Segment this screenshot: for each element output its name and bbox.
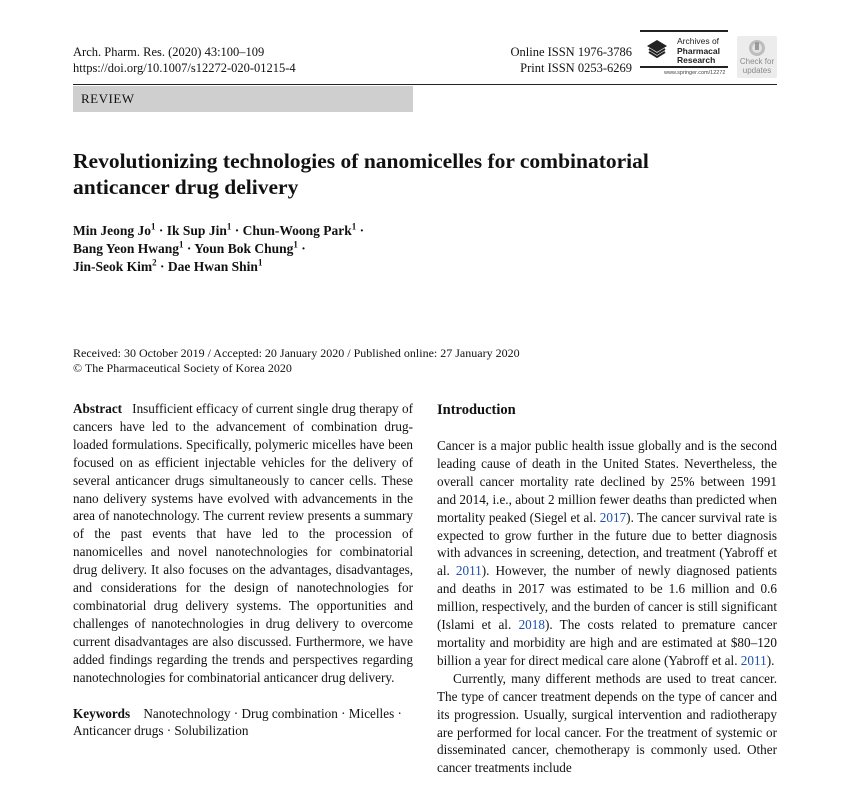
author-affiliation: 1	[351, 221, 357, 232]
keywords-label: Keywords	[73, 705, 131, 721]
intro-paragraph-2: Currently, many different methods are used to treat cancer. The type of cancer treatment depends on the type of cancer and its progression. Usually, surgical intervention and radiotherapy are performed for local cancer. For the treatment of systemic or disseminated cancer, chemotherapy is commonly used. Other cancer treatments include	[437, 670, 777, 776]
logo-rule-top	[640, 30, 728, 32]
author-name[interactable]: Bang Yeon Hwang	[73, 241, 180, 256]
doi-link[interactable]: https://doi.org/10.1007/s12272-020-01215-4	[73, 61, 296, 75]
check-updates-label: Check for updates	[739, 57, 775, 75]
check-for-updates-badge[interactable]	[737, 36, 777, 78]
author-name[interactable]: Min Jeong Jo	[73, 223, 152, 238]
author-name[interactable]: Jin-Seok Kim	[73, 259, 153, 274]
journal-logo-icon	[646, 39, 668, 59]
author-affiliation: 1	[179, 239, 184, 250]
introduction-column	[437, 400, 777, 777]
author-affiliation: 1	[257, 257, 263, 268]
citation-link[interactable]: 2017	[599, 509, 627, 525]
citation-link[interactable]: 2011	[740, 652, 767, 668]
author-list: Min Jeong $Jo^1 \cdot Ik$ Sup Jin$^1$ · Chun-Woong Park$^1$ · Bang Yeon Hwang$^1$ · Youn Bok Chung$^1$ · Jin-Seok Kim$^2$ · Dae Hwan Shin$^1$	[73, 221, 365, 274]
check-updates-icon	[748, 39, 766, 57]
author-name[interactable]: Chun-Woong Park	[242, 223, 352, 238]
dates-line: Received: 30 October 2019 / Accepted: 20 January 2020 / Published online: 27 January 2020	[73, 346, 520, 360]
abstract-label: Abstract	[73, 401, 123, 416]
copyright-line: © The Pharmaceutical Society of Korea 2020	[73, 361, 292, 375]
author-affiliation: 1	[151, 221, 156, 232]
author-name[interactable]: Ik Sup Jin	[166, 223, 227, 238]
journal-citation	[73, 44, 296, 76]
abstract	[73, 400, 413, 687]
header-divider	[73, 84, 777, 85]
print-issn: Print ISSN 0253-6269	[520, 61, 632, 75]
author-affiliation: 1	[226, 221, 232, 232]
logo-rule-bottom	[640, 66, 728, 68]
logo-text: Archives of Pharmacal Research	[677, 36, 720, 65]
author-affiliation: 2	[152, 257, 157, 268]
author-name[interactable]: Youn Bok Chung	[194, 241, 294, 256]
online-issn: Online ISSN 1976-3786	[510, 45, 632, 59]
abstract-column	[73, 400, 413, 740]
logo-url: www.springer.com/12272	[664, 70, 726, 76]
journal-line: Arch. Pharm. Res. (2020) 43:100–109	[73, 45, 265, 59]
publication-dates	[73, 346, 673, 376]
author-name[interactable]: Dae Hwan Shin	[167, 259, 258, 274]
citation-link[interactable]: 2011	[455, 563, 482, 579]
journal-logo[interactable]	[640, 30, 728, 78]
abstract-text: Insufficient efficacy of current single drug therapy of cancers have led to the advancement of combination drug-loaded formulations. Specifically, polymeric micelles have been focused on as efficient injectable vehicles for the delivery of several anticancer drugs simultaneously to cancer cells. These nano delivery systems have evolved with advancements in the area of nanotechnology. The current review presents a summary of the past events that have led to the procession of nanomicelles and novel nanotechnologies for combinatorial drug delivery. It also focuses on the advantages, disadvantages, and considerations for the design of nanotechnologies for combinatorial drug delivery systems. The opportunities and challenges of nanotechnologies in drug delivery to overcome current disadvantages are also discussed. Furthermore, we have added findings regarding the trends and perspectives regarding nanotechnologies for combinatorial anticancer drug delivery.	[73, 401, 414, 685]
article-title: Revolutionizing technologies of nanomicelles for combinatorial anticancer drug delivery	[73, 149, 649, 199]
introduction-heading: Introduction	[437, 402, 516, 418]
citation-link[interactable]: 2018	[518, 617, 545, 633]
keywords-text: Nanotechnology · Drug combination · Micelles · Anticancer drugs · Solubilization	[73, 705, 402, 739]
intro-paragraph-1: Cancer is a major public health issue globally and is the second leading cause of death in the United States. Nevertheless, the overall cancer mortality rate declined by 25% between 1991 and 2014, i.e., about 2 million fewer deaths than predicted when mortality peaked (Siegel et al. 2017). The cancer survival rate is expected to grow further in the future due to better diagnosis with advances in screening, detection, and treatment (Yabroff et al. 2011). However, the number of newly diagnosed patients and deaths in 2017 was estimated to be 1.6 million and 0.6 million, respectively, and the burden of cancer is still significant (Islami et al. 2018). The costs related to premature cancer mortality and morbidity are high and are estimated at $80–120 billion a year for direct medical care alone (Yabroff et al. 2011).	[437, 438, 777, 668]
issn-block	[470, 44, 632, 76]
keywords	[73, 705, 413, 741]
author-affiliation: 1	[293, 239, 298, 250]
section-label: REVIEW	[73, 86, 413, 112]
